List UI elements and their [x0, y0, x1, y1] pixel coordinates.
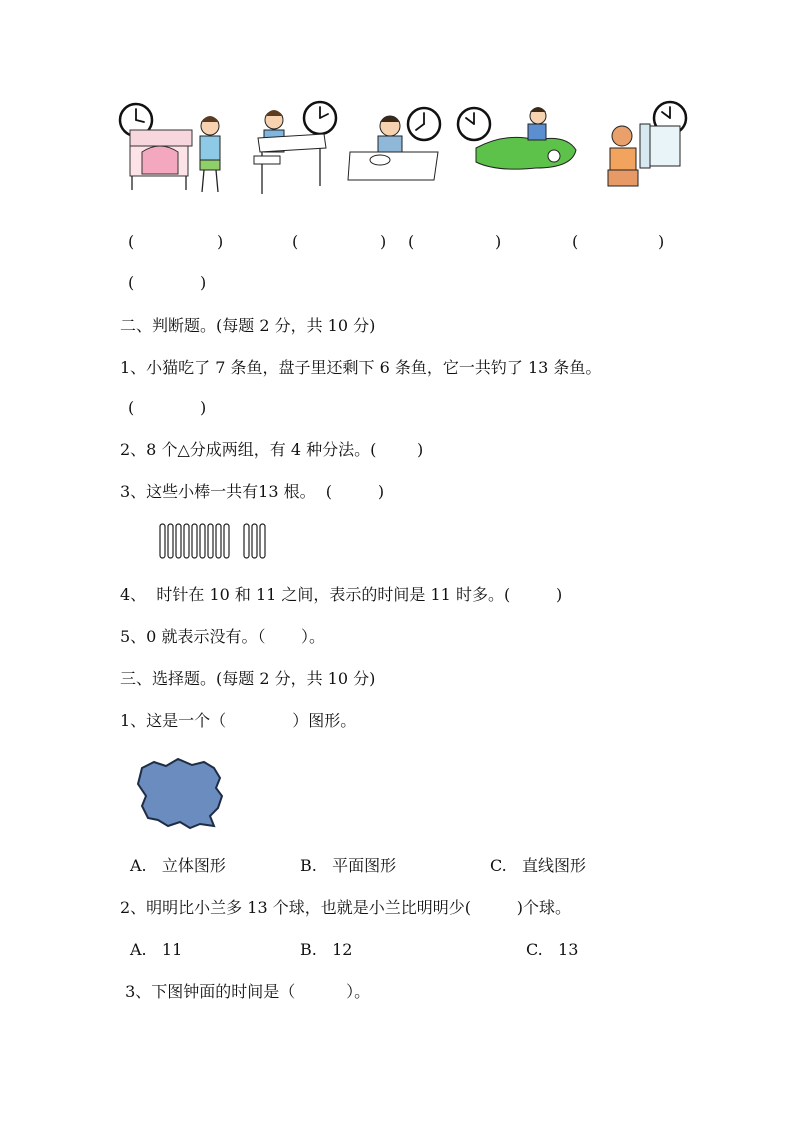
section-title-choice: 三、选择题。(每题 2 分，共 10 分) [120, 669, 376, 688]
option-b: B. 12 [300, 940, 353, 959]
blank-close: ) [380, 232, 387, 251]
irregular-shape [134, 756, 226, 832]
blank-open: ( [128, 398, 135, 417]
sticks-figure [158, 522, 270, 560]
blank-open: ( [292, 232, 299, 251]
illustration-playing-football [456, 102, 580, 170]
clock-icon [408, 108, 440, 140]
question-text: 3、这些小棒一共有13 根。 ( ) [120, 482, 385, 501]
clock-icon [304, 102, 336, 134]
option-a: A. 立体图形 [130, 856, 226, 875]
option-c: C. 13 [526, 940, 579, 959]
illustration-watching-window [604, 100, 690, 190]
question-text: 1、小猫吃了 7 条鱼，盘子里还剩下 6 条鱼，它一共钓了 13 条鱼。 [120, 358, 602, 377]
question-text: 2、8 个△分成两组，有 4 种分法。( ) [120, 440, 424, 459]
illustration-studying [248, 100, 340, 198]
illustration-getting-up [118, 100, 230, 198]
blank-open: ( [572, 232, 579, 251]
question-text: 1、这是一个（ ）图形。 [120, 711, 357, 730]
question-text: 5、0 就表示没有。（ ）。 [120, 627, 326, 646]
blank-open: ( [408, 232, 415, 251]
question-text: 2、明明比小兰多 13 个球，也就是小兰比明明少( )个球。 [120, 898, 571, 917]
illustration-eating [346, 106, 442, 186]
option-a: A. 11 [130, 940, 183, 959]
section-title-judgement: 二、判断题。(每题 2 分，共 10 分) [120, 316, 376, 335]
option-b: B. 平面图形 [300, 856, 397, 875]
clock-icon [458, 108, 490, 140]
blank-close: ) [495, 232, 502, 251]
option-c: C. 直线图形 [490, 856, 587, 875]
blank-close: ) [200, 398, 207, 417]
blank-close: ) [658, 232, 665, 251]
question-text: 3、下图钟面的时间是（ ）。 [120, 982, 371, 1001]
blank-open: ( [128, 232, 135, 251]
blank-open: ( [128, 273, 135, 292]
question-text: 4、 时针在 10 和 11 之间，表示的时间是 11 时多。( ) [120, 585, 563, 604]
blank-close: ) [200, 273, 207, 292]
blank-close: ) [217, 232, 224, 251]
